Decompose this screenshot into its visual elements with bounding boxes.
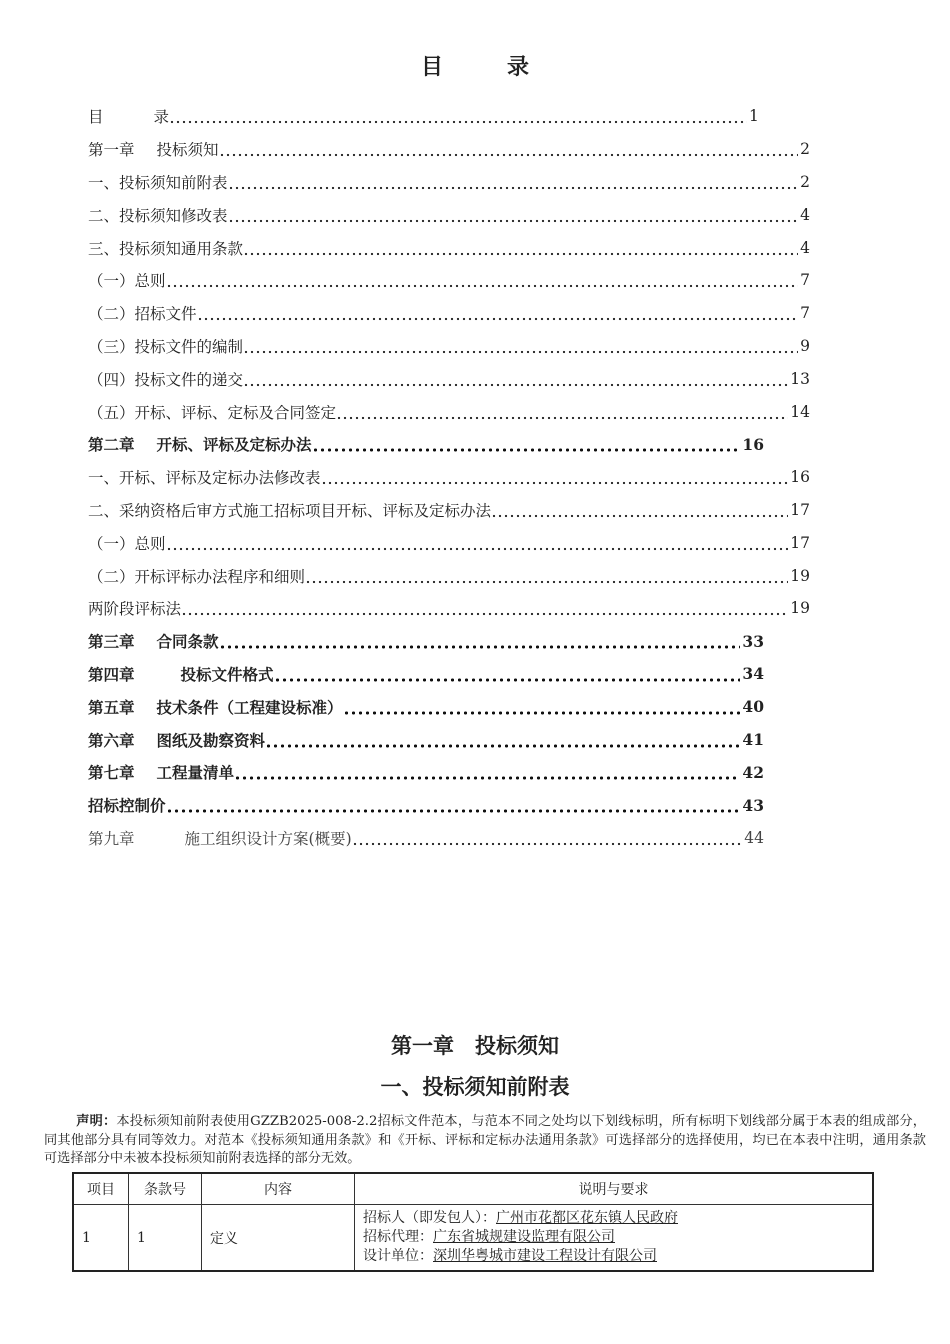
leader-dots: [352, 832, 743, 848]
leader-dots: [228, 176, 799, 192]
leader-dots: [336, 406, 788, 422]
toc-entry[interactable]: [88, 166, 810, 199]
toc-entry-label: 第七章: [88, 763, 135, 783]
toc-page-number: 1: [749, 107, 759, 126]
toc-entry[interactable]: [88, 822, 764, 855]
toc-entry-label: 第四章: [88, 664, 135, 684]
toc-page-number: 4: [800, 205, 810, 224]
toc-entry-label: 图纸及勘察资料: [156, 730, 266, 750]
toc-page-number: 19: [790, 599, 810, 618]
toc-entry[interactable]: [88, 690, 764, 723]
designer-value: 深圳华粤城市建设工程设计有限公司: [433, 1248, 657, 1264]
toc-page-number: 13: [790, 369, 810, 388]
toc-page-number: 2: [800, 140, 810, 159]
toc-page-number: 40: [742, 697, 764, 717]
toc-entry-label: 二、投标须知修改表: [88, 206, 228, 225]
toc-entry-label: 施工组织设计方案(概要): [184, 829, 352, 848]
toc-page-number: 14: [790, 402, 810, 421]
toc-entry-label: （一）总则: [88, 534, 166, 553]
toc-entry-label: （三）投标文件的编制: [88, 337, 244, 356]
leader-dots: [312, 438, 741, 454]
toc-page-number: 17: [790, 500, 810, 519]
toc-entry-label: 投标须知: [156, 141, 219, 160]
leader-dots: [265, 734, 740, 750]
leader-dots: [243, 340, 798, 356]
agent-label: 招标代理：: [363, 1229, 433, 1245]
toc-entry[interactable]: [88, 231, 810, 264]
leader-dots: [197, 307, 799, 323]
leader-dots: [243, 242, 798, 258]
toc-entry-label: 技术条件（工程建设标准）: [156, 697, 343, 717]
toc-page-number: 41: [742, 730, 764, 750]
toc-entry-label: 第九章: [88, 829, 135, 848]
toc-page-number: 42: [742, 762, 764, 782]
toc-entry-label: 二、采纳资格后审方式施工招标项目开标、评标及定标办法: [88, 501, 492, 520]
toc-entry[interactable]: [88, 494, 810, 527]
toc-entry-label: 招标控制价: [88, 796, 166, 816]
chapter-title: 第一章 投标须知: [391, 1033, 559, 1058]
toc-entry[interactable]: [88, 461, 810, 494]
toc-entry[interactable]: [88, 756, 764, 789]
toc-entry[interactable]: [88, 428, 764, 461]
col-header-content: 内容: [202, 1173, 355, 1205]
toc-entry-label: 第二章: [88, 435, 135, 455]
toc-entry[interactable]: [88, 723, 764, 756]
col-header-clause: 条款号: [129, 1173, 202, 1205]
toc-entry-label: 两阶段评标法: [88, 600, 182, 619]
toc-page-number: 43: [742, 795, 764, 815]
toc-page-number: 2: [800, 172, 810, 191]
toc-entry-label: 三、投标须知通用条款: [88, 239, 244, 258]
toc-entry[interactable]: [88, 362, 810, 395]
toc-entry[interactable]: [88, 592, 810, 625]
designer-line: [363, 1247, 864, 1266]
toc-page-number: 34: [742, 664, 764, 684]
leader-dots: [169, 110, 747, 126]
toc-page-number: 4: [800, 238, 810, 257]
toc-page-number: 17: [790, 533, 810, 552]
toc-title-left: 目: [420, 54, 443, 80]
toc-entry-label: （一）总则: [88, 272, 166, 291]
toc-entry[interactable]: [88, 559, 810, 592]
toc-entry[interactable]: [88, 789, 764, 822]
toc-entry-label: 目: [88, 108, 104, 127]
toc-entry-label: （五）开标、评标、定标及合同签定: [88, 403, 337, 422]
declaration-text: 本投标须知前附表使用GZZB2025-008-2.2招标文件范本，与范本不同之处均以下划线标明，所有标明下划线部分属于本表的组成部分，同其他部分具有同等效力。对范本《投标须知通用条款》和《开标、评标和定标办法通用条款》可选择部分的选择使用，均已在本表中注明，通用条款可选择部分中未被本投标须知前附表选择的部分无效。: [44, 1114, 926, 1166]
toc-entry-label: （二）招标文件: [88, 305, 197, 324]
tenderer-line: [363, 1209, 864, 1228]
designer-label: 设计单位：: [363, 1248, 433, 1264]
toc-entry-label: （二）开标评标办法程序和细则: [88, 567, 306, 586]
toc-entry-label: 合同条款: [156, 632, 219, 652]
toc-page-number: 19: [790, 566, 810, 585]
leader-dots: [228, 209, 799, 225]
leader-dots: [181, 602, 788, 618]
toc-title: [0, 50, 950, 81]
toc-entry-label: 第六章: [88, 730, 135, 750]
cell-requirements: [355, 1205, 874, 1272]
toc-page-number: 9: [800, 336, 810, 355]
tenderer-label: 招标人（即发包人）：: [363, 1210, 496, 1226]
cell-clause: 1: [129, 1205, 202, 1272]
leader-dots: [166, 537, 789, 553]
toc-entry[interactable]: [88, 526, 810, 559]
toc-entry-label: 开标、评标及定标办法: [156, 435, 312, 455]
col-header-item: 项目: [73, 1173, 129, 1205]
toc-entry-label: 第三章: [88, 632, 135, 652]
toc-entry-label: 第五章: [88, 697, 135, 717]
leader-dots: [274, 668, 741, 684]
toc-entry[interactable]: [88, 395, 810, 428]
leader-dots: [234, 766, 740, 782]
toc-entry[interactable]: [88, 658, 764, 691]
toc-page-number: 16: [790, 468, 810, 487]
table-row: [73, 1205, 873, 1272]
agent-line: [363, 1228, 864, 1247]
toc-entry-label: 第一章: [88, 141, 135, 160]
toc-entry[interactable]: [88, 100, 810, 133]
leader-dots: [219, 143, 799, 159]
cell-content: 定义: [202, 1205, 355, 1272]
toc-entry[interactable]: [88, 625, 764, 658]
toc-entry-label: 一、投标须知前附表: [88, 173, 228, 192]
leader-dots: [305, 570, 788, 586]
leader-dots: [243, 373, 788, 389]
col-header-requirements: 说明与要求: [355, 1173, 874, 1205]
toc-entry-label: 投标文件格式: [180, 664, 274, 684]
cell-item: 1: [73, 1205, 129, 1272]
leader-dots: [491, 504, 788, 520]
agent-value: 广东省城规建设监理有限公司: [433, 1229, 615, 1245]
declaration-lead: 声明：: [76, 1114, 117, 1129]
tenderer-value: 广州市花都区花东镇人民政府: [496, 1210, 678, 1226]
toc-entry[interactable]: [88, 133, 810, 166]
leader-dots: [166, 799, 741, 815]
toc-entry[interactable]: [88, 297, 810, 330]
toc-page-number: 33: [742, 631, 764, 651]
table-of-contents: [88, 100, 810, 854]
toc-entry-label: 工程量清单: [156, 763, 235, 783]
toc-page-number: 7: [800, 304, 810, 323]
toc-entry[interactable]: [88, 264, 810, 297]
declaration-paragraph: [44, 1113, 926, 1169]
leader-dots: [166, 274, 799, 290]
toc-entry-label: （四）投标文件的递交: [88, 370, 244, 389]
leader-dots: [321, 471, 789, 487]
front-attachment-table: [72, 1172, 874, 1272]
toc-entry-label: 一、开标、评标及定标办法修改表: [88, 469, 321, 488]
toc-entry[interactable]: [88, 330, 810, 363]
toc-entry[interactable]: [88, 198, 810, 231]
toc-title-right: 录: [507, 54, 530, 80]
toc-entry-label: 录: [153, 108, 170, 127]
toc-page-number: 44: [744, 828, 764, 847]
leader-dots: [343, 701, 741, 717]
leader-dots: [219, 635, 741, 651]
table-header-row: [73, 1173, 873, 1205]
section-title: 一、投标须知前附表: [380, 1074, 570, 1099]
toc-page-number: 7: [800, 271, 810, 290]
toc-page-number: 16: [742, 434, 764, 454]
